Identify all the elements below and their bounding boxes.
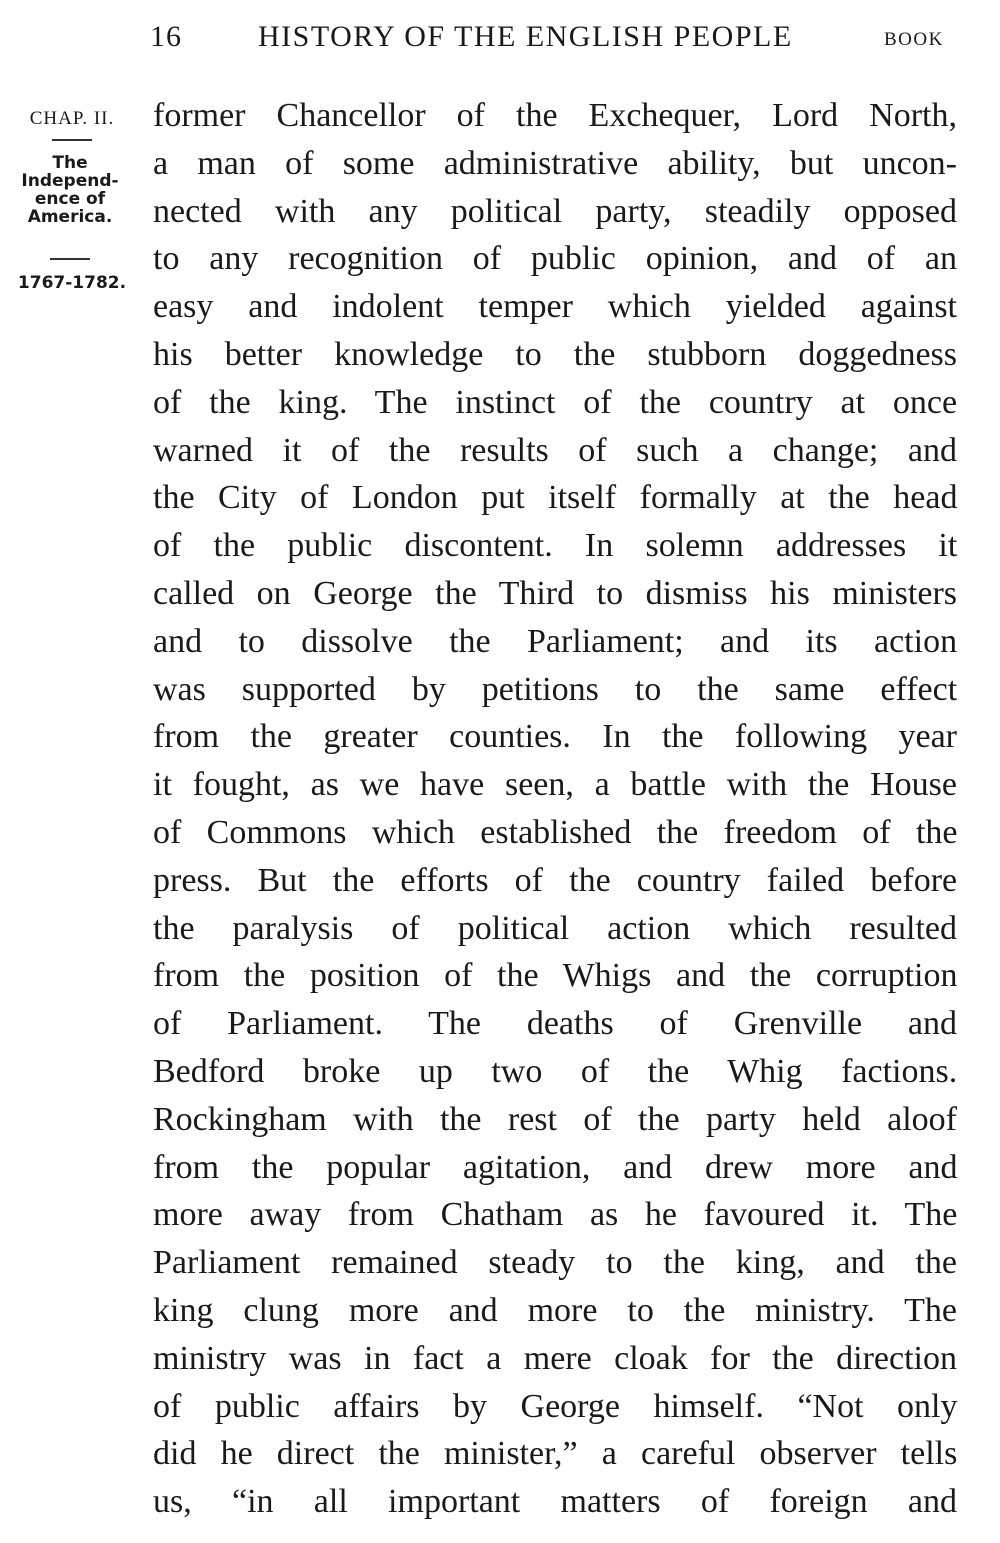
text-line: ministry was in fact a mere cloak for the direction (153, 1339, 957, 1377)
sidenote-dates: 1767-1782. (17, 273, 127, 293)
text-line: did he direct the minister,” a careful observer tells (153, 1435, 958, 1473)
text-line: more away from Chatham as he favoured it. The (153, 1196, 958, 1234)
body-text (153, 92, 957, 1526)
text-line: press. But the efforts of the country failed before (153, 861, 958, 899)
text-line: easy and indolent temper which yielded against (153, 288, 957, 326)
text-line: nected with any political party, steadily opposed (153, 192, 957, 230)
sidenote-topic (6, 154, 134, 226)
text-line: and to dissolve the Parliament; and its action (153, 622, 958, 660)
text-line: of Commons which established the freedom of the (153, 813, 958, 851)
text-line: former Chancellor of the Exchequer, Lord North, (153, 97, 957, 134)
sidenote-rule-middle (50, 258, 90, 260)
text-line: was supported by petitions to the same effect (153, 670, 958, 708)
text-line: a man of some administrative ability, but uncon- (153, 144, 957, 182)
text-line: Bedford broke up two of the Whig factions. (153, 1052, 958, 1090)
text-line: called on George the Third to dismiss his ministers (153, 574, 957, 612)
text-line: us, “in all important matters of foreign and (153, 1483, 957, 1521)
text-line: from the position of the Whigs and the corruption (153, 957, 958, 995)
text-line: from the greater counties. In the following year (153, 718, 957, 756)
book-label: BOOK (884, 29, 944, 50)
sidenote-topic-line: Independ- (21, 171, 119, 191)
running-title: HISTORY OF THE ENGLISH PEOPLE (258, 20, 793, 53)
text-line: of the king. The instinct of the country at once (153, 383, 958, 421)
text-line: of public affairs by George himself. “Not only (153, 1387, 958, 1425)
text-line: the paralysis of political action which resulted (153, 909, 957, 947)
text-line: king clung more and more to the ministry. The (153, 1291, 957, 1329)
text-line: of the public discontent. In solemn addresses it (153, 527, 958, 565)
text-line: warned it of the results of such a change; and (153, 431, 957, 469)
text-line: from the popular agitation, and drew more and (153, 1148, 958, 1186)
sidenote-topic-line: The (52, 153, 88, 173)
text-line: his better knowledge to the stubborn doggedness (153, 335, 957, 373)
text-line: of Parliament. The deaths of Grenville and (153, 1005, 958, 1043)
page-number: 16 (150, 20, 182, 53)
sidenote-rule-top (52, 139, 92, 141)
sidenote-topic-line: ence of (34, 189, 106, 209)
sidenote-topic-line: America. (27, 207, 113, 227)
text-line: the City of London put itself formally at the head (153, 479, 958, 517)
page-header (0, 18, 1000, 62)
chapter-label: CHAP. II. (29, 108, 115, 129)
text-line: Rockingham with the rest of the party held aloof (153, 1100, 957, 1138)
text-line: it fought, as we have seen, a battle with the House (153, 766, 957, 804)
text-line: to any recognition of public opinion, and of an (153, 240, 957, 278)
text-line: Parliament remained steady to the king, and the (153, 1244, 957, 1282)
